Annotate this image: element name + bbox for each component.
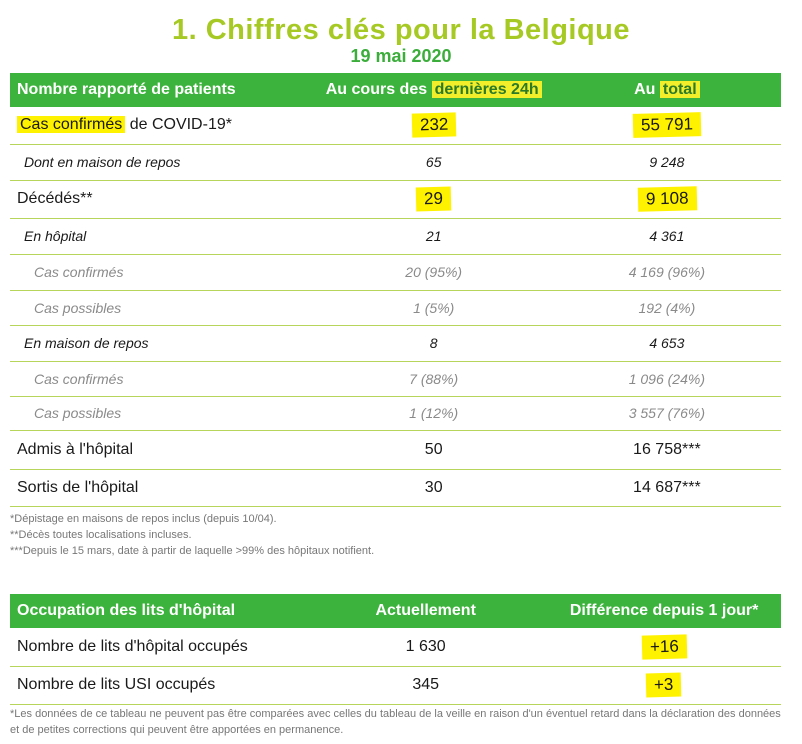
row-last24h: 50 bbox=[315, 430, 553, 469]
highlighted-value: 55 791 bbox=[633, 112, 702, 138]
row-label: Nombre de lits d'hôpital occupés bbox=[10, 628, 304, 666]
row-total: 16 758*** bbox=[553, 430, 781, 469]
row-total bbox=[553, 180, 781, 218]
row-label: En hôpital bbox=[10, 218, 315, 254]
row-total: 192 (4%) bbox=[553, 290, 781, 325]
header-total bbox=[553, 73, 781, 107]
header-current: Actuellement bbox=[375, 602, 476, 619]
row-total: 3 557 (76%) bbox=[553, 396, 781, 430]
row-last24h: 65 bbox=[315, 144, 553, 180]
row-label: En maison de repos bbox=[10, 325, 315, 361]
row-label: Admis à l'hôpital bbox=[10, 430, 315, 469]
footnote: **Décès toutes localisations incluses. bbox=[10, 529, 192, 541]
report-date: 19 mai 2020 bbox=[350, 46, 452, 66]
highlighted-value: +3 bbox=[646, 673, 682, 698]
row-total: 4 361 bbox=[553, 218, 781, 254]
footnote: ***Depuis le 15 mars, date à partir de laquelle >99% des hôpitaux notifient. bbox=[10, 545, 375, 557]
table-row bbox=[10, 218, 781, 254]
row-label: Cas confirmés bbox=[10, 361, 315, 396]
row-label-rest: de COVID-19* bbox=[125, 116, 232, 134]
table-row bbox=[10, 107, 781, 144]
table-row bbox=[10, 396, 781, 430]
table-row bbox=[10, 290, 781, 325]
row-last24h: 21 bbox=[315, 218, 553, 254]
row-last24h: 20 (95%) bbox=[315, 254, 553, 290]
row-label: Dont en maison de repos bbox=[10, 144, 315, 180]
row-last24h bbox=[315, 107, 553, 144]
row-label: Cas possibles bbox=[10, 290, 315, 325]
table-row bbox=[10, 325, 781, 361]
row-diff bbox=[547, 628, 781, 666]
table-row bbox=[10, 469, 781, 506]
row-total: 1 096 (24%) bbox=[553, 361, 781, 396]
header-last24h-prefix: Au cours des bbox=[325, 81, 432, 98]
row-last24h bbox=[315, 180, 553, 218]
table-row bbox=[10, 144, 781, 180]
table-row bbox=[10, 361, 781, 396]
highlighted-value: +16 bbox=[641, 634, 686, 659]
highlighted-value: 232 bbox=[411, 113, 456, 138]
table-footnotes bbox=[10, 511, 374, 559]
bed-occupancy-table bbox=[10, 594, 781, 705]
row-last24h: 30 bbox=[315, 469, 553, 506]
row-diff bbox=[547, 666, 781, 704]
header-patients: Nombre rapporté de patients bbox=[17, 81, 236, 98]
row-label: Cas possibles bbox=[10, 396, 315, 430]
row-last24h: 1 (12%) bbox=[315, 396, 553, 430]
patients-table-header bbox=[10, 73, 781, 107]
table-row bbox=[10, 180, 781, 218]
row-total bbox=[553, 107, 781, 144]
table-row bbox=[10, 254, 781, 290]
row-current: 345 bbox=[304, 666, 547, 704]
page-title: 1. Chiffres clés pour la Belgique bbox=[171, 14, 631, 46]
header-last24h-highlight: dernières 24h bbox=[432, 81, 542, 98]
header-last24h bbox=[315, 73, 553, 107]
highlighted-value: 29 bbox=[416, 187, 452, 212]
row-total: 9 248 bbox=[553, 144, 781, 180]
table-row bbox=[10, 628, 781, 666]
bed-occupancy-header bbox=[10, 594, 781, 628]
table-row bbox=[10, 666, 781, 704]
header-occupancy: Occupation des lits d'hôpital bbox=[17, 602, 236, 619]
header-diff: Différence depuis 1 jour* bbox=[569, 602, 759, 619]
row-current: 1 630 bbox=[304, 628, 547, 666]
header-total-highlight: total bbox=[660, 81, 700, 98]
header-total-prefix: Au bbox=[634, 81, 660, 98]
row-label: Nombre de lits USI occupés bbox=[10, 666, 304, 704]
row-total: 4 169 (96%) bbox=[553, 254, 781, 290]
bed-table-footnote: *Les données de ce tableau ne peuvent pas être comparées avec celles du tableau de la veille en raison d'un éventuel retard dans la déclaration des données et de petites corrections qui peuvent être apportées en permanence. bbox=[10, 708, 781, 736]
row-total: 4 653 bbox=[553, 325, 781, 361]
highlighted-value: 9 108 bbox=[637, 186, 696, 212]
table-row bbox=[10, 430, 781, 469]
row-last24h: 1 (5%) bbox=[315, 290, 553, 325]
patients-table bbox=[10, 73, 781, 507]
footnote: *Dépistage en maisons de repos inclus (depuis 10/04). bbox=[10, 513, 277, 525]
row-last24h: 7 (88%) bbox=[315, 361, 553, 396]
row-label bbox=[10, 107, 315, 144]
row-total: 14 687*** bbox=[553, 469, 781, 506]
row-last24h: 8 bbox=[315, 325, 553, 361]
row-label: Cas confirmés bbox=[10, 254, 315, 290]
row-label: Sortis de l'hôpital bbox=[10, 469, 315, 506]
row-label-highlight: Cas confirmés bbox=[17, 116, 125, 133]
row-label: Décédés** bbox=[10, 180, 315, 218]
